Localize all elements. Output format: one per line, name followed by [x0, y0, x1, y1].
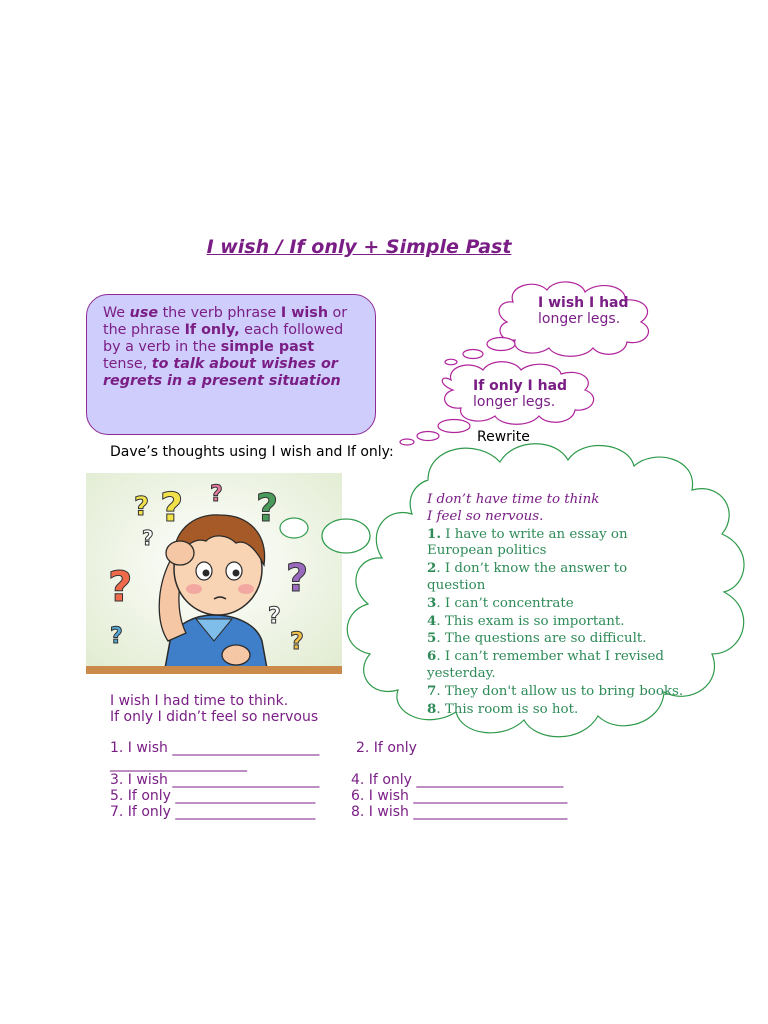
- svg-text:?: ?: [256, 486, 279, 530]
- rule-text-bold: simple past: [220, 339, 315, 355]
- example-thought-2-line: [427, 509, 689, 526]
- exercise-4[interactable]: 4. If only _____________________: [351, 772, 564, 788]
- list-item: [427, 701, 689, 719]
- thought-cloud-1-text: [538, 295, 629, 327]
- list-item-number: 7: [427, 682, 437, 699]
- exercise-6[interactable]: 6. I wish ______________________: [351, 788, 568, 804]
- list-item-number: 8: [427, 700, 437, 717]
- rule-text-part: each followed by a verb in the: [103, 322, 344, 355]
- thoughts-list: [427, 492, 689, 718]
- svg-text:?: ?: [134, 492, 150, 522]
- list-item-text: . I don’t know the answer to question: [427, 561, 628, 593]
- rule-text-part: the verb phrase: [158, 305, 281, 321]
- thought-cloud-2-text: [473, 378, 567, 410]
- rule-text-part: tense,: [103, 356, 152, 372]
- daves-thoughts-heading: Dave’s thoughts using I wish and If only:: [110, 444, 394, 460]
- exercise-1[interactable]: 1. I wish _____________________: [110, 740, 320, 756]
- worked-examples: [110, 694, 318, 725]
- cloud-1-bold: I wish I had: [538, 295, 629, 311]
- rewrite-label: Rewrite: [477, 429, 530, 445]
- example-thought-1: I don’t have time to think: [427, 492, 600, 507]
- list-item-number: 5: [427, 630, 437, 647]
- rule-text-bold: If only,: [184, 322, 240, 338]
- svg-text:?: ?: [110, 624, 123, 649]
- svg-text:?: ?: [268, 604, 281, 629]
- svg-text:?: ?: [210, 482, 223, 507]
- list-item-text: . I can’t remember what I revised yesterday.: [427, 649, 664, 681]
- exercise-7[interactable]: 7. If only ____________________: [110, 804, 316, 820]
- example-line-1: I wish I had time to think.: [110, 693, 289, 709]
- list-item-text: I have to write an essay on European politics: [427, 526, 628, 559]
- svg-text:?: ?: [160, 485, 184, 531]
- svg-text:?: ?: [142, 526, 154, 550]
- exercise-3[interactable]: 3. I wish _____________________: [110, 772, 320, 788]
- cloud-1-rest: longer legs.: [538, 311, 621, 327]
- list-item-number: 1.: [427, 525, 441, 542]
- rule-text-emphasis: use: [129, 305, 159, 321]
- list-item-text: . This exam is so important.: [436, 613, 625, 629]
- exercise-5[interactable]: 5. If only ____________________: [110, 788, 316, 804]
- list-item-number: 6: [427, 648, 437, 665]
- list-item-text: . This room is so hot.: [436, 701, 579, 717]
- example-line-2: If only I didn’t feel so nervous: [110, 708, 319, 725]
- rule-text-part: We: [103, 305, 130, 321]
- rule-text-part: or the phrase: [103, 305, 348, 338]
- example-thought-2-end: .: [539, 508, 544, 524]
- example-thought-2: I feel so nervous: [427, 508, 540, 524]
- list-item: [427, 613, 689, 631]
- list-item: [427, 630, 689, 648]
- list-item-text: . The questions are so difficult.: [436, 631, 647, 647]
- list-item-text: . I can’t concentrate: [436, 595, 574, 611]
- svg-text:?: ?: [286, 556, 309, 600]
- cloud-2-rest: longer legs.: [473, 394, 556, 410]
- list-item-number: 3: [427, 594, 437, 611]
- list-item: [427, 560, 689, 595]
- exercise-2[interactable]: 2. If only: [356, 740, 417, 756]
- rule-text-bold: I wish: [280, 305, 328, 321]
- rule-explanation-box: [86, 294, 376, 435]
- rule-text-emphasis: to talk about wishes or regrets in a present situation: [103, 356, 341, 389]
- list-item-text: . They don't allow us to bring books.: [436, 683, 684, 699]
- page-title: I wish / If only + Simple Past: [206, 236, 512, 258]
- list-item: [427, 595, 689, 613]
- svg-text:?: ?: [290, 627, 304, 655]
- svg-text:?: ?: [108, 562, 133, 611]
- exercise-2-continuation[interactable]: _____________________: [110, 756, 247, 772]
- exercise-8[interactable]: 8. I wish ______________________: [351, 804, 568, 820]
- list-item: [427, 526, 689, 561]
- list-item: [427, 648, 689, 683]
- list-item-number: 2: [427, 560, 437, 577]
- list-item-number: 4: [427, 612, 437, 629]
- cloud-2-bold: If only I had: [473, 378, 568, 394]
- list-item: [427, 683, 689, 701]
